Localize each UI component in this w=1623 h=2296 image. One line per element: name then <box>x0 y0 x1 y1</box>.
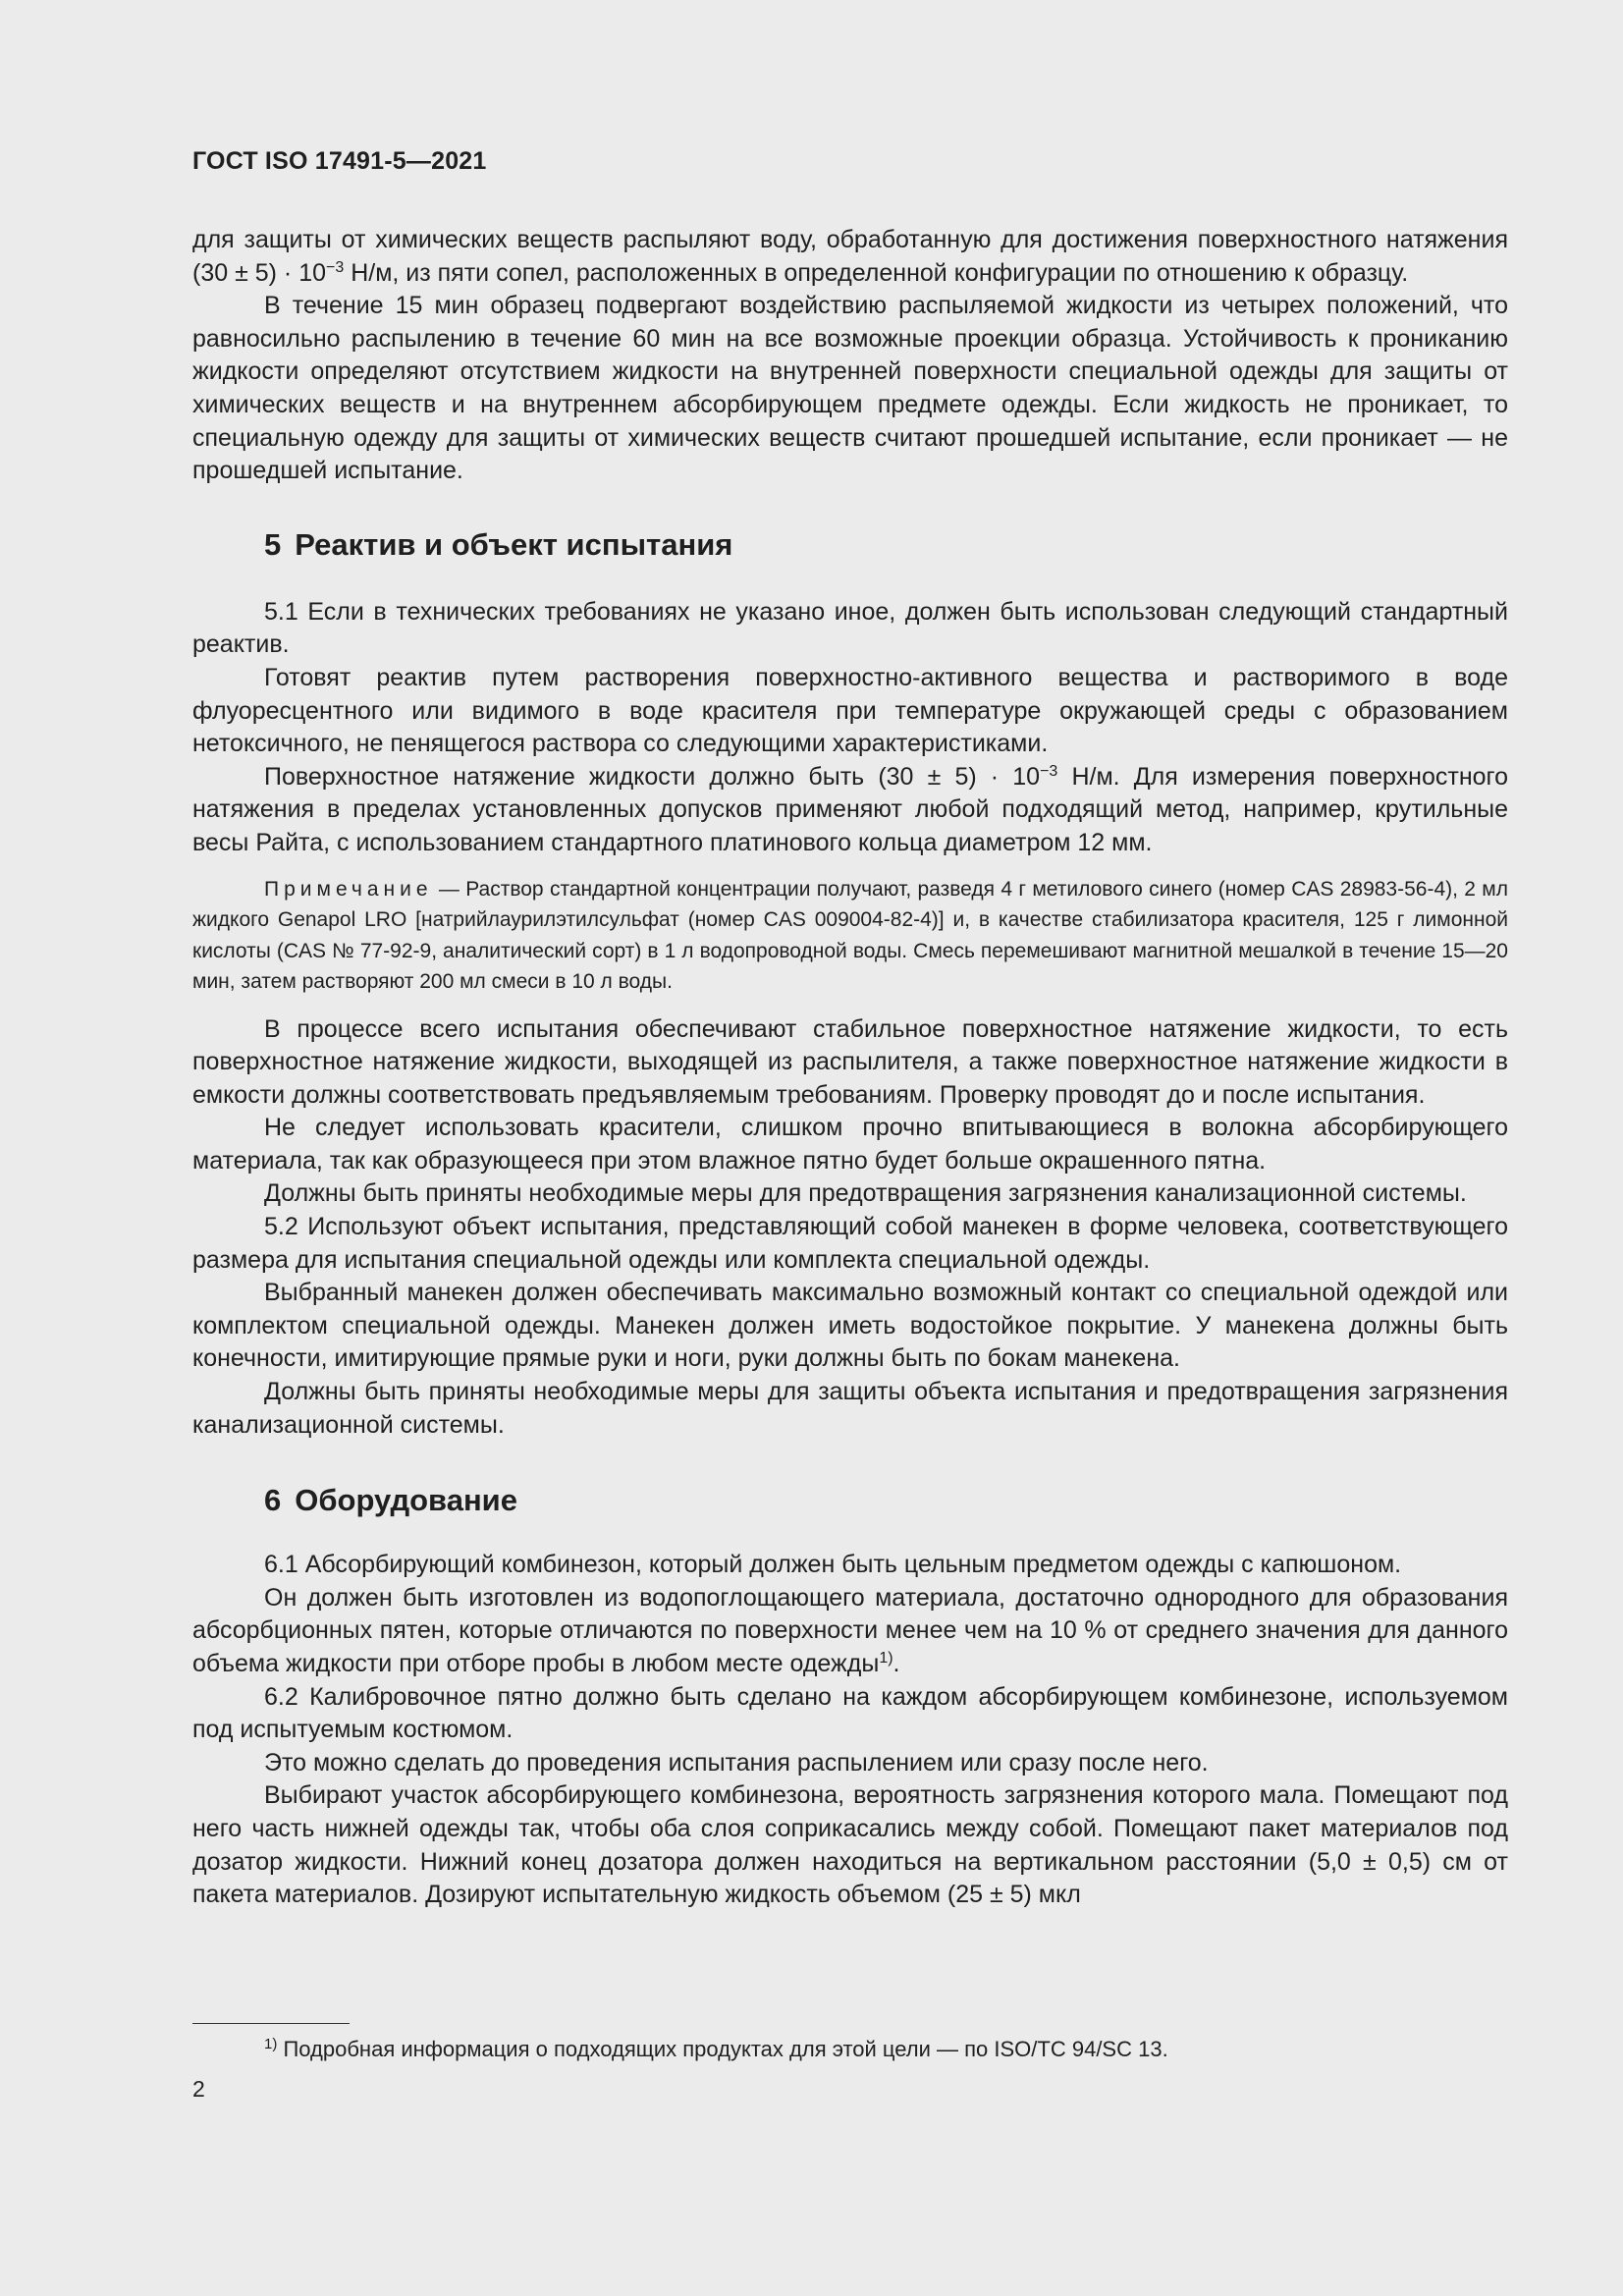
paragraph: В процессе всего испытания обеспечивают стабильное поверхностное натяжение жидкости, то есть поверхностное натяжение жидкости, выходящей из распылителя, а также поверхностное натяжение жидкости в емкости должны соответствовать предъявляемым требованиям. Проверку проводят до и после испытания. <box>192 1014 1508 1109</box>
paragraph: Это можно сделать до проведения испытания распылением или сразу после него. <box>264 1748 1209 1777</box>
note-label: Примечание <box>264 877 433 901</box>
paragraph: Готовят реактив путем растворения поверхностно-активного вещества и растворимого в воде флуоресцентного или видимого в воде красителя при температуре окружающей среды с образованием нетоксичного, не пенящегося раствора со следующими характеристиками. <box>192 663 1508 758</box>
paragraph: 5.1 Если в технических требованиях не указано иное, должен быть использован следующий стандартный реактив. <box>192 597 1508 659</box>
paragraph: Должны быть приняты необходимые меры для предотвращения загрязнения канализационной системы. <box>264 1179 1467 1208</box>
paragraph: 6.1 Абсорбирующий комбинезон, который должен быть цельным предметом одежды с капюшоном. <box>264 1551 1402 1579</box>
footnote-mark: 1) <box>264 2036 278 2052</box>
paragraph: Должны быть приняты необходимые меры для защиты объекта испытания и предотвращения загрязнения канализационной системы. <box>192 1378 1508 1439</box>
footnote <box>264 2035 1168 2064</box>
paragraph: 6.2 Калибровочное пятно должно быть сделано на каждом абсорбирующем комбинезоне, используемом под испытуемым костюмом. <box>192 1682 1508 1744</box>
note-text: Примечание — Раствор стандартной концентрации получают, разведя 4 г метилового синего (номер CAS 28983-56-4), 2 мл жидкого Genapol LRO [натрийлаурилэтилсульфат (номер CAS 009004-82-4)] и, в качестве стабилизатора красителя, 125 г лимонной кислоты (CAS № 77-92-9, аналитический сорт) в 1 л водопроводной воды. Смесь перемешивают магнитной мешалкой в течение 15—20 мин, затем растворяют 200 мл смеси в 10 л воды. <box>192 877 1508 993</box>
paragraph: 5.2 Используют объект испытания, представляющий собой манекен в форме человека, соответствующего размера для испытания специальной одежды или комплекта специальной одежды. <box>192 1213 1508 1274</box>
section-title: Реактив и объект испытания <box>295 526 733 562</box>
page-number: 2 <box>192 2076 205 2102</box>
section-number: 6 <box>264 1483 282 1518</box>
paragraph: Поверхностное натяжение жидкости должно быть $(30 \pm 5) \cdot 10^{-3}$ Н/м. Для измерения поверхностного натяжения в пределах установленных допусков применяют любой подходящий метод, например, крутильные весы Райта, с использованием стандартного платинового кольца диаметром 12 мм. <box>192 762 1508 856</box>
document-body <box>192 224 1508 1912</box>
section-heading-5 <box>192 525 1508 565</box>
section-heading-6 <box>192 1481 1508 1520</box>
paragraph: Выбранный манекен должен обеспечивать максимально возможный контакт со специальной одеждой или комплектом специальной одежды. Манекен должен иметь водостойкое покрытие. У манекена должны быть конечности, имитирующие прямые руки и ноги, руки должны быть по бокам манекена. <box>192 1279 1508 1373</box>
paragraph: Не следует использовать красители, слишком прочно впитывающиеся в волокна абсорбирующего материала, так как образующееся при этом влажное пятно будет больше окрашенного пятна. <box>192 1114 1508 1175</box>
paragraph: Он должен быть изготовлен из водопоглощающего материала, достаточно однородного для образования абсорбционных пятен, которые отличаются по поверхности менее чем на 10 % от среднего значения для данного объема жидкости при отборе пробы в любом месте одежды$^{1)}$. <box>192 1583 1508 1677</box>
paragraph: Выбирают участок абсорбирующего комбинезона, вероятность загрязнения которого мала. Помещают под него часть нижней одежды так, чтобы оба слоя соприкасались между собой. Помещают пакет материалов под дозатор жидкости. Нижний конец дозатора должен находиться на вертикальном расстоянии (5,0 ± 0,5) см от пакета материалов. Дозируют испытательную жидкость объемом (25 ± 5) мкл <box>192 1781 1508 1909</box>
footnote-text: Подробная информация о подходящих продуктах для этой цели — по ISO/TC 94/SC 13. <box>277 2037 1168 2061</box>
paragraph: для защиты от химических веществ распыляют воду, обработанную для достижения поверхностного натяжения $(30 \pm 5) \cdot 10^{-3}$ Н/м, из пяти сопел, расположенных в определенной конфигурации по отношению к образцу. <box>192 226 1508 287</box>
section-number: 5 <box>264 526 282 562</box>
document-header: ГОСТ ISO 17491-5—2021 <box>192 147 487 175</box>
footnote-reference[interactable]: 1) <box>879 1650 893 1667</box>
section-title: Оборудование <box>295 1483 517 1518</box>
note-block <box>192 874 1508 998</box>
paragraph: В течение 15 мин образец подвергают воздействию распыляемой жидкости из четырех положений, что равносильно распылению в течение 60 мин на все возможные проекции образца. Устойчивость к прониканию жидкости определяют отсутствием жидкости на внутренней поверхности специальной одежды для защиты от химических веществ и на внутреннем абсорбирующем предмете одежды. Если жидкость не проникает, то специальную одежду для защиты от химических веществ считают прошедшей испытание, если проникает — не прошедшей испытание. <box>192 292 1508 485</box>
footnote-divider <box>192 2023 350 2024</box>
